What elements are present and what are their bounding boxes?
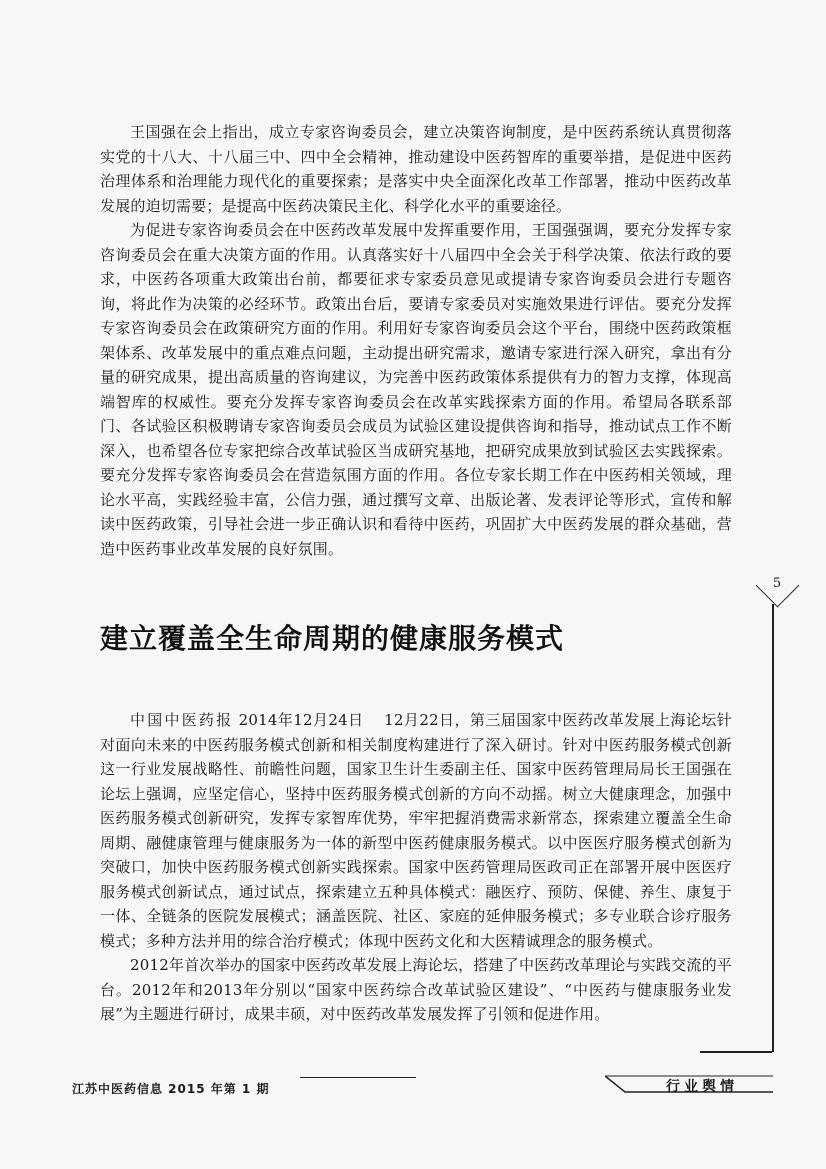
- page-number: 5: [772, 576, 782, 591]
- paragraph: 为促进专家咨询委员会在中医药改革发展中发挥重要作用，王国强强调，要充分发挥专家咨询委员会在重大决策方面的作用。认真落实好十八届四中全会关于科学决策、依法行政的要求，中医药各项重大政策出台前，都要征求专家委员意见或提请专家咨询委员会进行专题咨询，将此作为决策的必经环节。政策出台后，要请专家委员对实施效果进行评估。要充分发挥专家咨询委员会在政策研究方面的作用。利用好专家咨询委员会这个平台，围绕中医药政策框架体系、改革发展中的重点难点问题，主动提出研究需求，邀请专家进行深入研究，拿出有分量的研究成果，提出高质量的咨询建议，为完善中医药政策体系提供有力的智力支撑，体现高端智库的权威性。要充分发挥专家咨询委员会在改革实践探索方面的作用。希望局各联系部门、各试验区积极聘请专家咨询委员会成员为试验区建设提供咨询和指导，推动试点工作不断深入，也希望各位专家把综合改革试验区当成研究基地，把研究成果放到试验区去实践探索。要充分发挥专家咨询委员会在营造氛围方面的作用。各位专家长期工作在中医药相关领域，理论水平高，实践经验丰富，公信力强，通过撰写文章、出版论著、发表评论等形式，宣传和解读中医药政策，引导社会进一步正确认识和看待中医药，巩固扩大中医药发展的群众基础，营造中医药事业改革发展的良好氛围。: [100, 221, 732, 558]
- article-2-body: [100, 708, 732, 1027]
- footer-section: 行业舆情: [666, 1079, 738, 1095]
- footer-journal: 江苏中医药信息 2015 年第 1 期: [72, 1082, 270, 1096]
- paragraph: 2012年首次举办的国家中医药改革发展上海论坛，搭建了中医药改革理论与实践交流的平台。2012年和2013年分别以“国家中医药综合改革试验区建设”、“中医药与健康服务业发展”为主题进行研讨，成果丰硕，对中医药改革发展发挥了引领和促进作用。: [100, 956, 732, 1023]
- paragraph: [100, 708, 732, 953]
- paragraph: 王国强在会上指出，成立专家咨询委员会，建立决策咨询制度，是中医药系统认真贯彻落实党的十八大、十八届三中、四中全会精神，推动建设中医药智库的重要举措，是促进中医药治理体系和治理能力现代化的重要探索；是落实中央全面深化改革工作部署，推动中医药改革发展的迫切需要；是提高中医药决策民主化、科学化水平的重要途径。: [100, 123, 732, 215]
- paragraph-text: 12月22日，第三届国家中医药改革发展上海论坛针对面向未来的中医药服务模式创新和相关制度构建进行了深入研讨。针对中医药服务模式创新这一行业发展战略性、前瞻性问题，国家卫生计生委副主任、国家中医药管理局局长王国强在论坛上强调，应坚定信心，坚持中医药服务模式创新的方向不动摇。树立大健康理念，加强中医药服务模式创新研究，发挥专家智库优势，牢牢把握消费需求新常态，探索建立覆盖全生命周期、融健康管理与健康服务为一体的新型中医药健康服务模式。以中医医疗服务模式创新为突破口，加快中医药服务模式创新实践探索。国家中医药管理局医政司正在部署开展中医医疗服务模式创新试点，通过试点，探索建立五种具体模式：融医疗、预防、保健、养生、康复于一体、全链条的医院发展模式；涵盖医院、社区、家庭的延伸服务模式；多专业联合诊疗服务模式；多种方法并用的综合治疗模式；体现中医药文化和大医精诚理念的服务模式。: [100, 711, 732, 950]
- footer-rule: [300, 1077, 416, 1078]
- byline-source: 中国中医药报: [130, 711, 234, 729]
- article-2-title: 建立覆盖全生命周期的健康服务模式: [100, 622, 565, 655]
- byline-date: 2014年12月24日: [238, 711, 364, 729]
- article-1-body: [100, 120, 732, 561]
- corner-rule: [700, 1051, 772, 1053]
- margin-rule: [772, 604, 774, 1052]
